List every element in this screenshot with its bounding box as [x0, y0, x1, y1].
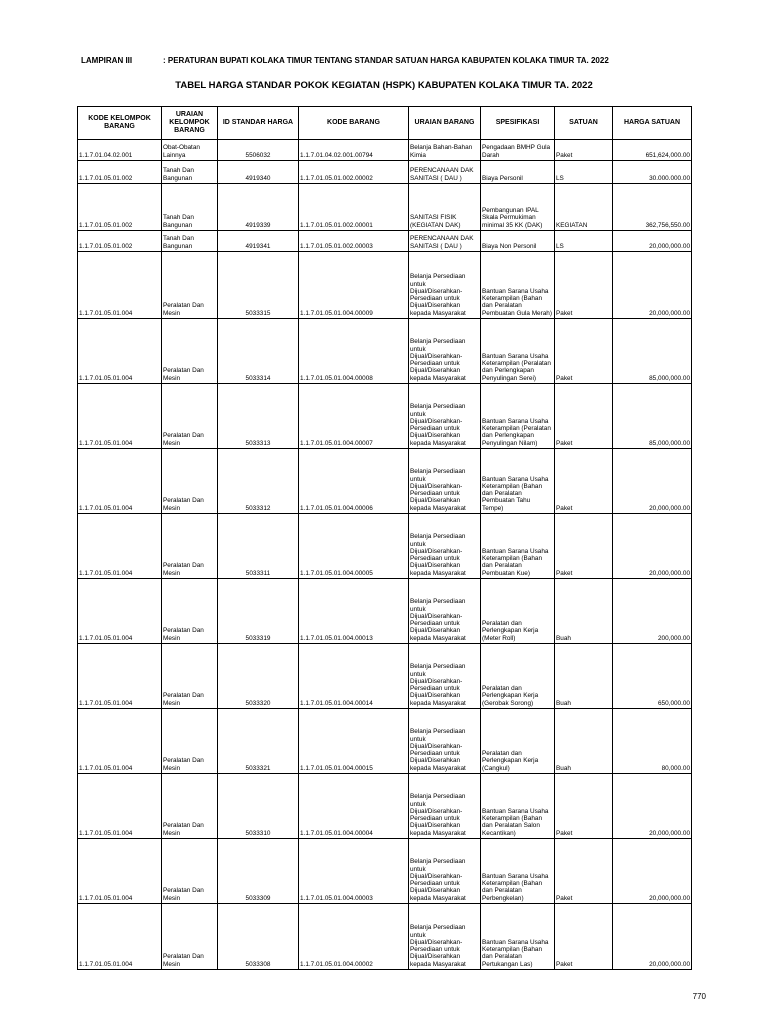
cell-kode-kelompok: 1.1.7.01.05.01.004	[78, 839, 162, 904]
cell-kode-barang: 1.1.7.01.05.01.004.00014	[299, 644, 409, 709]
cell-satuan: LS	[555, 161, 613, 184]
cell-kode-kelompok: 1.1.7.01.05.01.004	[78, 644, 162, 709]
cell-harga-satuan: 20,000,000.00	[613, 774, 692, 839]
cell-uraian-kelompok: Peralatan Dan Mesin	[162, 449, 218, 514]
cell-harga-satuan: 20,000,000.00	[613, 904, 692, 970]
column-header: URAIAN BARANG	[409, 107, 481, 140]
cell-kode-kelompok: 1.1.7.01.05.01.004	[78, 319, 162, 384]
cell-spesifikasi: Bantuan Sarana Usaha Keterampilan (Peralatan dan Perlengkapan Penyulingan Nilam)	[481, 384, 555, 449]
cell-id-standar: 4919339	[218, 184, 299, 231]
cell-id-standar: 5033315	[218, 252, 299, 319]
cell-kode-kelompok: 1.1.7.01.05.01.004	[78, 709, 162, 774]
table-row	[78, 579, 692, 644]
cell-uraian-barang: PERENCANAAN DAK SANITASI ( DAU )	[409, 231, 481, 252]
cell-satuan: Paket	[555, 384, 613, 449]
table-row	[78, 904, 692, 970]
cell-uraian-kelompok: Peralatan Dan Mesin	[162, 644, 218, 709]
page-number: 770	[692, 992, 706, 1001]
table-row	[78, 384, 692, 449]
cell-satuan: Paket	[555, 774, 613, 839]
cell-spesifikasi: Pengadaan BMHP Gula Darah	[481, 140, 555, 161]
cell-spesifikasi: Peralatan dan Perlengkapan Kerja (Cangkul)	[481, 709, 555, 774]
cell-spesifikasi: Pembangunan IPAL Skala Permukiman minimal 35 KK (DAK)	[481, 184, 555, 231]
cell-spesifikasi: Biaya Non Personil	[481, 231, 555, 252]
table-row	[78, 184, 692, 231]
cell-spesifikasi: Bantuan Sarana Usaha Keterampilan (Bahan dan Peralatan Pertukangan Las)	[481, 904, 555, 970]
cell-harga-satuan: 20,000,000.00	[613, 252, 692, 319]
cell-id-standar: 5033310	[218, 774, 299, 839]
cell-kode-barang: 1.1.7.01.05.01.002.00002	[299, 161, 409, 184]
cell-spesifikasi: Bantuan Sarana Usaha Keterampilan (Bahan dan Peralatan Perbengkelan)	[481, 839, 555, 904]
cell-id-standar: 5033313	[218, 384, 299, 449]
cell-satuan: Paket	[555, 319, 613, 384]
cell-uraian-kelompok: Peralatan Dan Mesin	[162, 252, 218, 319]
cell-kode-kelompok: 1.1.7.01.05.01.004	[78, 904, 162, 970]
table-row	[78, 839, 692, 904]
cell-uraian-barang: Belanja Persediaan untuk Dijual/Diserahkan-Persediaan untuk Dijual/Diserahkan kepada Masyarakat	[409, 252, 481, 319]
cell-satuan: Paket	[555, 514, 613, 579]
cell-harga-satuan: 651,624,000.00	[613, 140, 692, 161]
cell-kode-kelompok: 1.1.7.01.04.02.001	[78, 140, 162, 161]
table-row	[78, 319, 692, 384]
table-row	[78, 231, 692, 252]
column-header: KODE KELOMPOK BARANG	[78, 107, 162, 140]
cell-kode-barang: 1.1.7.01.05.01.002.00003	[299, 231, 409, 252]
cell-uraian-kelompok: Peralatan Dan Mesin	[162, 319, 218, 384]
cell-uraian-barang: SANITASI FISIK (KEGIATAN DAK)	[409, 184, 481, 231]
cell-uraian-kelompok: Peralatan Dan Mesin	[162, 514, 218, 579]
cell-spesifikasi: Bantuan Sarana Usaha Keterampilan (Bahan dan Peralatan Salon Kecantikan)	[481, 774, 555, 839]
column-header: URAIAN KELOMPOK BARANG	[162, 107, 218, 140]
cell-spesifikasi: Bantuan Sarana Usaha Keterampilan (Bahan dan Peralatan Pembuatan Gula Merah)	[481, 252, 555, 319]
cell-kode-kelompok: 1.1.7.01.05.01.004	[78, 449, 162, 514]
lampiran-line	[81, 56, 609, 65]
cell-kode-kelompok: 1.1.7.01.05.01.002	[78, 161, 162, 184]
cell-uraian-barang: Belanja Persediaan untuk Dijual/Diserahkan-Persediaan untuk Dijual/Diserahkan kepada Masyarakat	[409, 319, 481, 384]
cell-satuan: Paket	[555, 839, 613, 904]
cell-kode-kelompok: 1.1.7.01.05.01.004	[78, 774, 162, 839]
cell-harga-satuan: 20,000,000.00	[613, 449, 692, 514]
cell-spesifikasi: Bantuan Sarana Usaha Keterampilan (Bahan dan Peralatan Pembuatan Tahu Tempe)	[481, 449, 555, 514]
cell-uraian-kelompok: Peralatan Dan Mesin	[162, 774, 218, 839]
cell-harga-satuan: 30.000.000.00	[613, 161, 692, 184]
cell-uraian-barang: Belanja Persediaan untuk Dijual/Diserahkan-Persediaan untuk Dijual/Diserahkan kepada Masyarakat	[409, 904, 481, 970]
cell-id-standar: 5033308	[218, 904, 299, 970]
cell-kode-barang: 1.1.7.01.05.01.002.00001	[299, 184, 409, 231]
table-row	[78, 140, 692, 161]
cell-spesifikasi: Peralatan dan Perlengkapan Kerja (Meter Roll)	[481, 579, 555, 644]
cell-uraian-barang: Belanja Persediaan untuk Dijual/Diserahkan-Persediaan untuk Dijual/Diserahkan kepada Masyarakat	[409, 579, 481, 644]
hspk-table	[77, 106, 692, 970]
cell-uraian-kelompok: Obat-Obatan Lainnya	[162, 140, 218, 161]
cell-satuan: KEGIATAN	[555, 184, 613, 231]
cell-harga-satuan: 200,000.00	[613, 579, 692, 644]
cell-harga-satuan: 20,000,000.00	[613, 231, 692, 252]
cell-uraian-barang: Belanja Persediaan untuk Dijual/Diserahkan-Persediaan untuk Dijual/Diserahkan kepada Masyarakat	[409, 644, 481, 709]
cell-kode-barang: 1.1.7.01.05.01.004.00004	[299, 774, 409, 839]
table-row	[78, 514, 692, 579]
cell-harga-satuan: 650,000.00	[613, 644, 692, 709]
cell-id-standar: 5033311	[218, 514, 299, 579]
cell-uraian-barang: Belanja Persediaan untuk Dijual/Diserahkan-Persediaan untuk Dijual/Diserahkan kepada Masyarakat	[409, 774, 481, 839]
column-header: KODE BARANG	[299, 107, 409, 140]
table-row	[78, 709, 692, 774]
table-body	[78, 140, 692, 970]
cell-id-standar: 5033309	[218, 839, 299, 904]
cell-kode-kelompok: 1.1.7.01.05.01.002	[78, 184, 162, 231]
cell-kode-kelompok: 1.1.7.01.05.01.004	[78, 384, 162, 449]
column-header: SPESIFIKASI	[481, 107, 555, 140]
cell-satuan: Buah	[555, 644, 613, 709]
cell-harga-satuan: 20,000,000.00	[613, 839, 692, 904]
cell-uraian-kelompok: Peralatan Dan Mesin	[162, 839, 218, 904]
cell-satuan: Paket	[555, 904, 613, 970]
cell-id-standar: 5033314	[218, 319, 299, 384]
cell-harga-satuan: 85,000,000.00	[613, 319, 692, 384]
cell-kode-barang: 1.1.7.01.05.01.004.00013	[299, 579, 409, 644]
cell-uraian-kelompok: Peralatan Dan Mesin	[162, 904, 218, 970]
cell-uraian-barang: Belanja Persediaan untuk Dijual/Diserahkan-Persediaan untuk Dijual/Diserahkan kepada Masyarakat	[409, 384, 481, 449]
cell-id-standar: 5506032	[218, 140, 299, 161]
cell-kode-barang: 1.1.7.01.05.01.004.00002	[299, 904, 409, 970]
cell-id-standar: 5033312	[218, 449, 299, 514]
lampiran-label: LAMPIRAN III	[81, 56, 133, 65]
cell-satuan: Paket	[555, 140, 613, 161]
cell-uraian-barang: Belanja Persediaan untuk Dijual/Diserahkan-Persediaan untuk Dijual/Diserahkan kepada Masyarakat	[409, 449, 481, 514]
cell-uraian-kelompok: Peralatan Dan Mesin	[162, 579, 218, 644]
table-row	[78, 449, 692, 514]
cell-kode-kelompok: 1.1.7.01.05.01.004	[78, 514, 162, 579]
cell-kode-barang: 1.1.7.01.05.01.004.00006	[299, 449, 409, 514]
cell-id-standar: 5033320	[218, 644, 299, 709]
cell-spesifikasi: Peralatan dan Perlengkapan Kerja (Gerobak Sorong)	[481, 644, 555, 709]
document-title: TABEL HARGA STANDAR POKOK KEGIATAN (HSPK) KABUPATEN KOLAKA TIMUR TA. 2022	[175, 80, 593, 91]
cell-satuan: LS	[555, 231, 613, 252]
cell-kode-barang: 1.1.7.01.05.01.004.00009	[299, 252, 409, 319]
table-row	[78, 252, 692, 319]
table-row	[78, 161, 692, 184]
cell-uraian-kelompok: Peralatan Dan Mesin	[162, 709, 218, 774]
cell-uraian-barang: Belanja Persediaan untuk Dijual/Diserahkan-Persediaan untuk Dijual/Diserahkan kepada Masyarakat	[409, 709, 481, 774]
cell-uraian-barang: Belanja Persediaan untuk Dijual/Diserahkan-Persediaan untuk Dijual/Diserahkan kepada Masyarakat	[409, 514, 481, 579]
table-row	[78, 644, 692, 709]
cell-uraian-kelompok: Tanah Dan Bangunan	[162, 184, 218, 231]
cell-satuan: Paket	[555, 252, 613, 319]
cell-harga-satuan: 362,756,550.00	[613, 184, 692, 231]
cell-kode-barang: 1.1.7.01.05.01.004.00003	[299, 839, 409, 904]
cell-kode-barang: 1.1.7.01.05.01.004.00005	[299, 514, 409, 579]
cell-kode-barang: 1.1.7.01.05.01.004.00007	[299, 384, 409, 449]
cell-harga-satuan: 80,000.00	[613, 709, 692, 774]
cell-kode-barang: 1.1.7.01.05.01.004.00008	[299, 319, 409, 384]
cell-satuan: Buah	[555, 709, 613, 774]
cell-satuan: Buah	[555, 579, 613, 644]
column-header: ID STANDAR HARGA	[218, 107, 299, 140]
cell-uraian-kelompok: Tanah Dan Bangunan	[162, 161, 218, 184]
cell-id-standar: 4919340	[218, 161, 299, 184]
cell-uraian-kelompok: Tanah Dan Bangunan	[162, 231, 218, 252]
cell-uraian-barang: PERENCANAAN DAK SANITASI ( DAU )	[409, 161, 481, 184]
column-header: HARGA SATUAN	[613, 107, 692, 140]
cell-id-standar: 5033319	[218, 579, 299, 644]
cell-harga-satuan: 85,000,000.00	[613, 384, 692, 449]
table-row	[78, 774, 692, 839]
cell-kode-kelompok: 1.1.7.01.05.01.004	[78, 579, 162, 644]
cell-uraian-barang: Belanja Bahan-Bahan Kimia	[409, 140, 481, 161]
cell-spesifikasi: Bantuan Sarana Usaha Keterampilan (Peralatan dan Perlengkapan Penyulingan Serei)	[481, 319, 555, 384]
cell-satuan: Paket	[555, 449, 613, 514]
cell-uraian-kelompok: Peralatan Dan Mesin	[162, 384, 218, 449]
cell-kode-barang: 1.1.7.01.04.02.001.00794	[299, 140, 409, 161]
cell-harga-satuan: 20,000,000.00	[613, 514, 692, 579]
cell-spesifikasi: Bantuan Sarana Usaha Keterampilan (Bahan dan Peralatan Pembuatan Kue)	[481, 514, 555, 579]
cell-id-standar: 4919341	[218, 231, 299, 252]
cell-uraian-barang: Belanja Persediaan untuk Dijual/Diserahkan-Persediaan untuk Dijual/Diserahkan kepada Masyarakat	[409, 839, 481, 904]
lampiran-text: : PERATURAN BUPATI KOLAKA TIMUR TENTANG STANDAR SATUAN HARGA KABUPATEN KOLAKA TIMUR TA. 2022	[163, 56, 609, 65]
cell-kode-barang: 1.1.7.01.05.01.004.00015	[299, 709, 409, 774]
cell-kode-kelompok: 1.1.7.01.05.01.002	[78, 231, 162, 252]
column-header: SATUAN	[555, 107, 613, 140]
table-header-row	[78, 107, 692, 140]
cell-spesifikasi: Biaya Personil	[481, 161, 555, 184]
cell-kode-kelompok: 1.1.7.01.05.01.004	[78, 252, 162, 319]
cell-id-standar: 5033321	[218, 709, 299, 774]
